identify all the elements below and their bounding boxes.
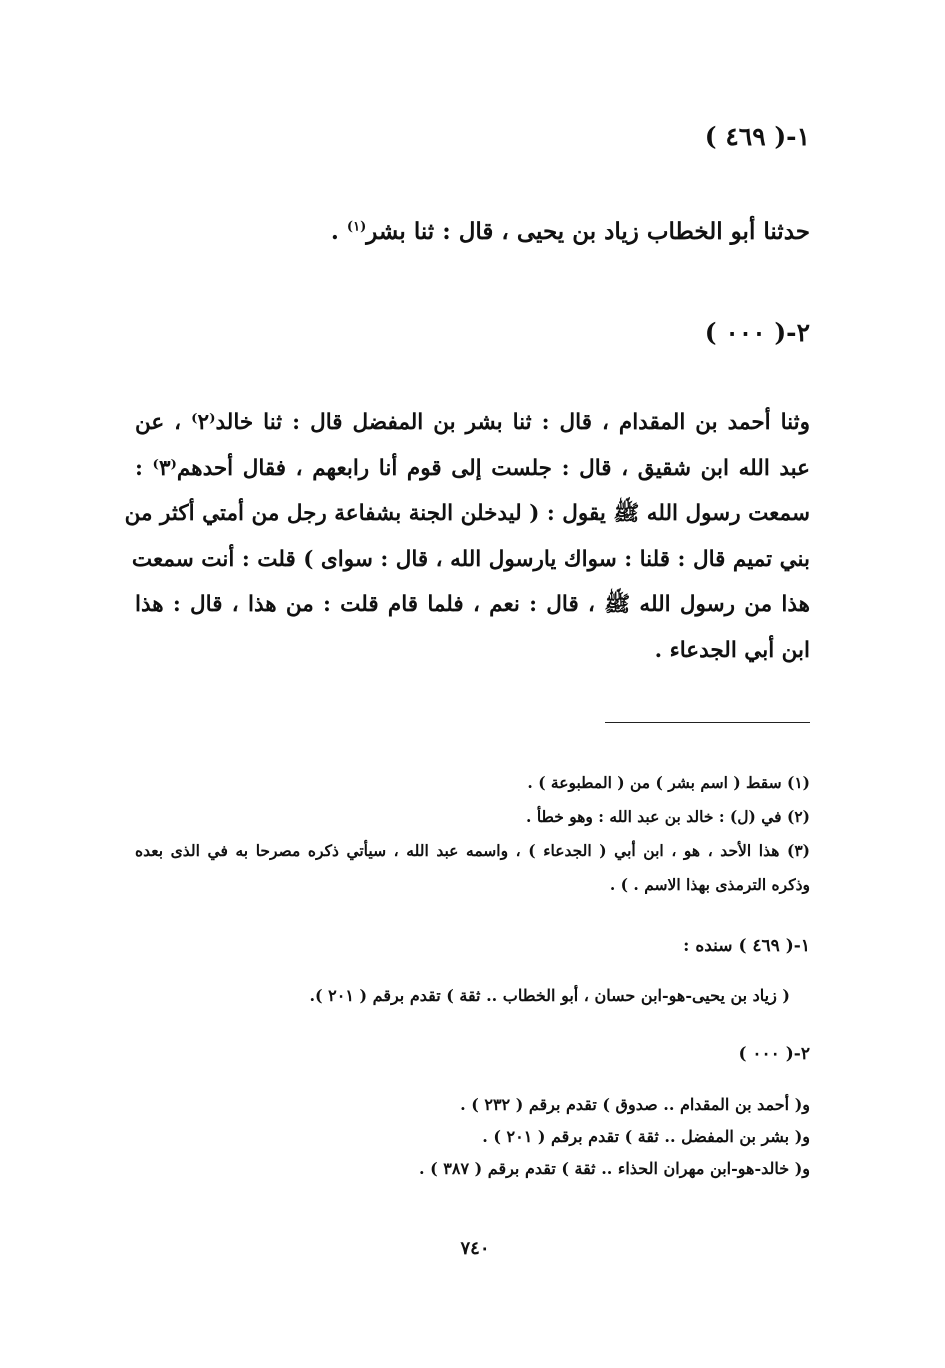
hadith-1-heading: ١-( ٤٦٩ ) [704, 122, 810, 151]
footnote-1: (١) سقط ( اسم بشر ) من ( المطبوعة ) . [527, 773, 810, 792]
hadith-2-line: بني تميم قال : قلنا : سواك يارسول الله ، قال : سواى ) قلت : أنت سمعت [131, 546, 810, 572]
hadith-2-line: سمعت رسول الله ﷺ يقول : ( ليدخلن الجنة بشفاعة رجل من أمتي أكثر من [124, 501, 810, 526]
isnad-2-line: و( خالد-هو-ابن مهران الحذاء .. ثقة ) تقدم برقم ( ٣٨٧ ) . [419, 1159, 810, 1178]
isnad-2-line: و( أحمد بن المقدام .. صدوق ) تقدم برقم ( ٢٣٢ ) . [460, 1095, 810, 1114]
hadith-1-end: . [330, 218, 347, 245]
hadith-1-body: حدثنا أبو الخطاب زياد بن يحيى ، قال : ثنا بشر [366, 218, 810, 245]
isnad-1-heading: ١-( ٤٦٩ ) سنده : [683, 936, 810, 956]
hadith-1-text [331, 218, 810, 245]
hadith-2-line: عبد الله ابن شقيق ، قال : جلست إلى قوم أنا رابعهم ، فقال أحدهم⁽٣⁾ : [135, 455, 811, 481]
footnote-2: (٢) في (ل) : خالد بن عبد الله : وهو خطأ . [526, 807, 810, 826]
footnote-3: (٣) هذا الأحد ، هو ، ابن أبي ( الجدعاء ) ، واسمه عبد الله ، سيأتي ذكره مصرحا به في الذى بعده [135, 841, 810, 860]
hadith-2-line: هذا من رسول الله ﷺ ، قال : نعم ، فلما قام قلت : من هذا ، قال : هذا [135, 592, 810, 617]
isnad-2-heading: ٢-( ٠٠٠ ) [738, 1044, 810, 1064]
hadith-2-paragraph [124, 400, 811, 673]
isnad-2-line: و( بشر بن المفضل .. ثقة ) تقدم برقم ( ٢٠١ ) . [482, 1127, 810, 1146]
footnote-ref-1: (١) [346, 219, 367, 235]
isnad-1-line: ( زياد بن يحيى-هو-ابن حسان ، أبو الخطاب .. ثقة ) تقدم برقم ( ٢٠١ ). [309, 986, 790, 1005]
hadith-2-heading: ٢-( ٠٠٠ ) [704, 318, 810, 347]
page-number: ٧٤٠ [460, 1238, 490, 1259]
footnote-separator [605, 722, 810, 723]
hadith-2-line: ابن أبي الجدعاء . [654, 637, 810, 663]
footnote-3-continued: وذكره الترمذى بهذا الاسم . ) . [609, 875, 810, 894]
hadith-2-line: وثنا أحمد بن المقدام ، قال : ثنا بشر بن المفضل قال : ثنا خالد⁽٢⁾ ، عن [135, 410, 810, 435]
